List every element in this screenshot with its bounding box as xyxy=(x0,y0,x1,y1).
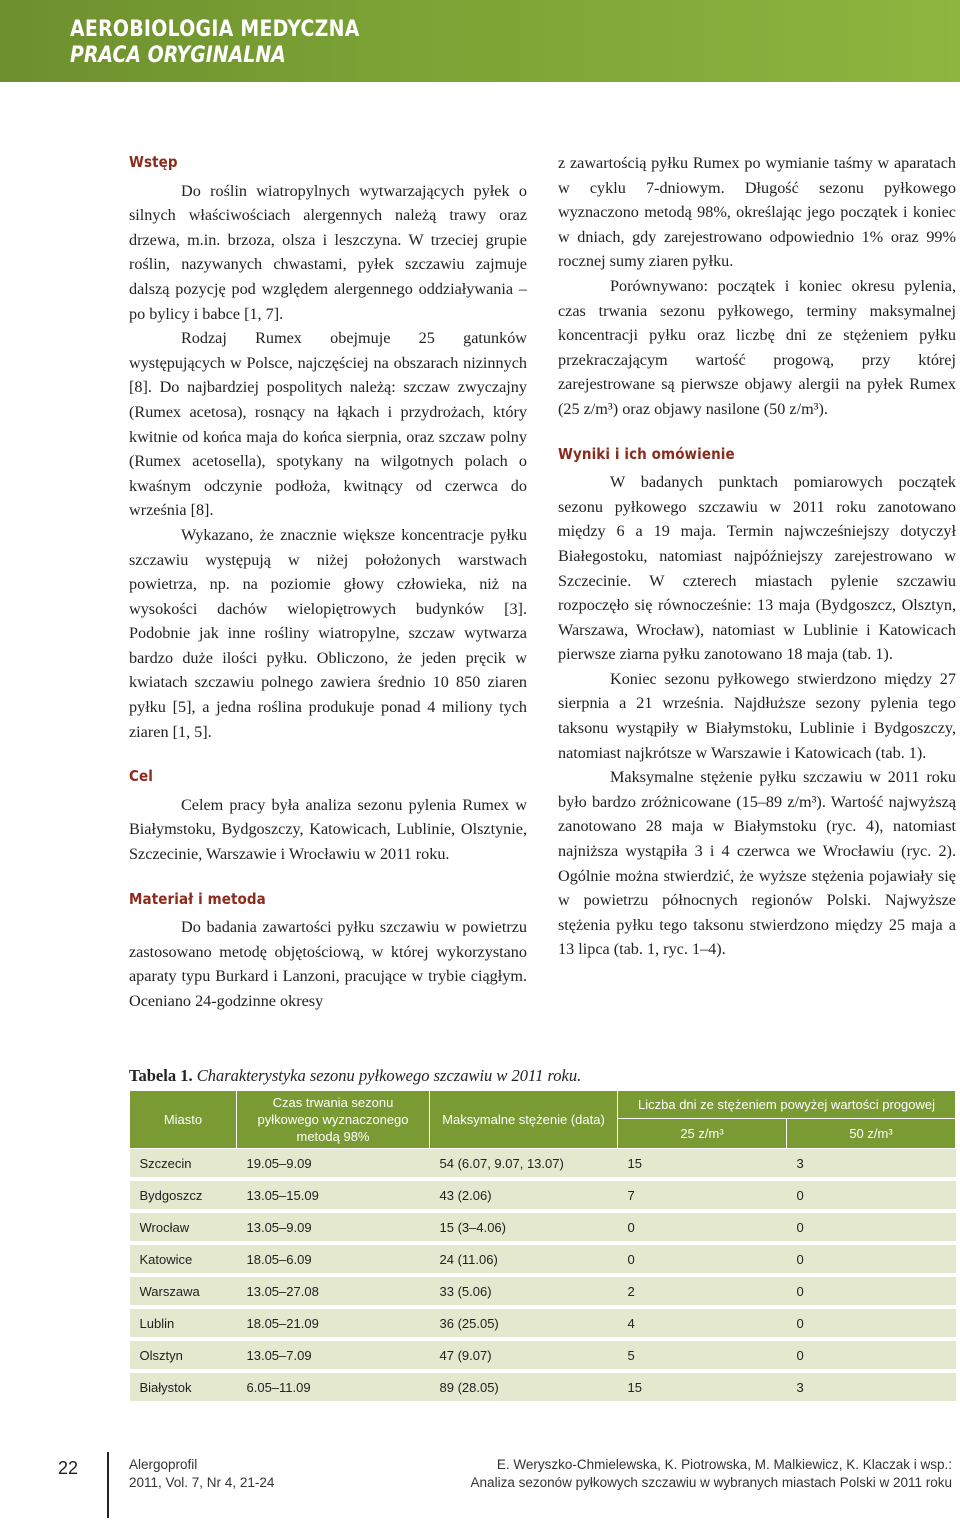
page-footer xyxy=(0,1440,960,1536)
cell-max: 33 (5.06) xyxy=(430,1275,618,1307)
cell-miasto: Szczecin xyxy=(130,1149,237,1180)
cell-d50: 3 xyxy=(786,1149,955,1180)
cell-max: 47 (9.07) xyxy=(430,1339,618,1371)
col-header-liczba: Liczba dni ze stężeniem powyżej wartości progowej xyxy=(618,1091,956,1119)
cell-d50: 0 xyxy=(786,1211,955,1243)
table-caption-label: Tabela 1. xyxy=(129,1066,193,1085)
journal-name: Alergoprofil xyxy=(129,1457,198,1472)
table-row xyxy=(130,1275,956,1307)
cell-czas: 18.05–21.09 xyxy=(237,1307,430,1339)
section-heading-material: Materiał i metoda xyxy=(129,889,266,908)
cell-d25: 5 xyxy=(618,1339,787,1371)
journal-header xyxy=(0,0,960,82)
cell-d50: 0 xyxy=(786,1339,955,1371)
cell-czas: 18.05–6.09 xyxy=(237,1243,430,1275)
cell-d25: 15 xyxy=(618,1149,787,1180)
section-heading-wyniki: Wyniki i ich omówienie xyxy=(558,444,735,463)
paragraph: W badanych punktach pomiarowych początek sezonu pyłkowego szczawiu w 2011 roku zanotowano między 6 a 19 maja. Termin najwcześniejszy dotyczył Białegostoku, natomiast najpóźniejszy zarejestrowano w Szczecinie. W czterech miastach pylenie szczawiu rozpoczęło się równocześnie: 13 maja (Bydgoszcz, Olsztyn, Warszawa, Wrocław), natomiast w Lublinie i Katowicach pierwsze ziarna pyłku zanotowano 18 maja (tab. 1). xyxy=(558,473,956,664)
cell-d25: 15 xyxy=(618,1371,787,1403)
paragraph: Porównywano: początek i koniec okresu pylenia, czas trwania sezonu pyłkowego, terminy maksymalnej koncentracji pyłku oraz liczbę dni ze stężeniem pyłku przekraczającym wartość progową, przy której zarejestrowane są pierwsze objawy alergii na pyłek Rumex (25 z/m³) oraz objawy nasilone (50 z/m³). xyxy=(558,276,956,418)
cell-miasto: Katowice xyxy=(130,1243,237,1275)
cell-d25: 0 xyxy=(618,1211,787,1243)
right-column xyxy=(558,151,956,962)
cell-d50: 0 xyxy=(786,1179,955,1211)
table-caption xyxy=(129,1066,581,1086)
journal-info xyxy=(129,1456,274,1492)
table-row xyxy=(130,1339,956,1371)
cell-czas: 13.05–15.09 xyxy=(237,1179,430,1211)
cell-d25: 2 xyxy=(618,1275,787,1307)
article-type: PRACA ORYGINALNA xyxy=(70,43,286,68)
paragraph: Maksymalne stężenie pyłku szczawiu w 2011 roku było bardzo zróżnicowane (15–89 z/m³). Wartość najwyższą zanotowano 28 maja w Białymstoku (ryc. 4), natomiast najniższa wystąpiła 3 i 4 czerwca we Wrocławiu (ryc. 2). Ogólnie można stwierdzić, że wyższe stężenia pojawiały się w powietrzu północnych regionów Polski. Najwyższe stężenia pyłku tego taksonu stwierdzono między 25 maja a 13 lipca (tab. 1, ryc. 1–4). xyxy=(558,768,956,959)
cell-d50: 0 xyxy=(786,1307,955,1339)
table-row xyxy=(130,1179,956,1211)
paragraph: Wykazano, że znacznie większe koncentracje pyłku szczawiu występują w niżej położonych warstwach powietrza, np. na poziomie głowy człowieka, niż na wysokości dachów wielopiętrowych budynków [3]. Podobnie jak inne rośliny wiatropylne, szczaw wytwarza bardzo duże ilości pyłku. Obliczono, że jeden pręcik w kwiatach szczawiu polnego zawiera średnio 10 850 ziaren pyłku [5], a jedna roślina produkuje ponad 4 miliony tych ziaren [1, 5]. xyxy=(129,525,527,741)
section-heading-cel: Cel xyxy=(129,767,153,786)
paragraph: Do roślin wiatropylnych wytwarzających pyłek o silnych właściwościach alergennych należą trawy oraz drzewa, m.in. brzoza, olsza i leszczyna. W trzeciej grupie roślin, nazywanych chwastami, pyłek szczawiu zajmuje dalszą pozycję pod względem alergennego oddziaływania – po bylicy i babce [1, 7]. xyxy=(129,181,527,323)
cell-d25: 0 xyxy=(618,1243,787,1275)
cell-d25: 7 xyxy=(618,1179,787,1211)
cell-miasto: Białystok xyxy=(130,1371,237,1403)
left-column xyxy=(129,150,527,1014)
footer-divider xyxy=(107,1452,109,1518)
cell-czas: 13.05–27.08 xyxy=(237,1275,430,1307)
cell-d50: 0 xyxy=(786,1243,955,1275)
cell-max: 24 (11.06) xyxy=(430,1243,618,1275)
cell-czas: 13.05–7.09 xyxy=(237,1339,430,1371)
pollen-season-table xyxy=(129,1090,956,1405)
cell-czas: 19.05–9.09 xyxy=(237,1149,430,1180)
cell-czas: 13.05–9.09 xyxy=(237,1211,430,1243)
cell-miasto: Olsztyn xyxy=(130,1339,237,1371)
article-authors: E. Weryszko-Chmielewska, K. Piotrowska, M. Malkiewicz, K. Klaczak i wsp.: xyxy=(496,1457,952,1472)
cell-d25: 4 xyxy=(618,1307,787,1339)
col-header-25: 25 z/m³ xyxy=(618,1119,787,1149)
paragraph: Rodzaj Rumex obejmuje 25 gatunków występujących w Polsce, najczęściej na obszarach nizinnych [8]. Do najbardziej pospolitych należą: szczaw zwyczajny (Rumex acetosa), rosnący na łąkach i przydrożach, który kwitnie od końca maja do końca sierpnia, oraz szczaw polny (Rumex acetosella), spotykany na wilgotnych polach o kwaśnym odczynie podłoża, kwitnący od czerwca do września [8]. xyxy=(129,329,527,520)
cell-czas: 6.05–11.09 xyxy=(237,1371,430,1403)
table-row xyxy=(130,1307,956,1339)
table-row xyxy=(130,1149,956,1180)
table-row xyxy=(130,1243,956,1275)
cell-miasto: Warszawa xyxy=(130,1275,237,1307)
cell-miasto: Lublin xyxy=(130,1307,237,1339)
cell-max: 36 (25.05) xyxy=(430,1307,618,1339)
table-row xyxy=(130,1211,956,1243)
article-title: Analiza sezonów pyłkowych szczawiu w wybranych miastach Polski w 2011 roku xyxy=(470,1475,952,1490)
cell-max: 89 (28.05) xyxy=(430,1371,618,1403)
table-caption-text: Charakterystyka sezonu pyłkowego szczawiu w 2011 roku. xyxy=(196,1066,582,1085)
paragraph: Do badania zawartości pyłku szczawiu w powietrzu zastosowano metodę objętościową, w której wykorzystano aparaty typu Burkard i Lanzoni, pracujące w trybie ciągłym. Oceniano 24-godzinne okresy xyxy=(129,918,527,1010)
cell-miasto: Wrocław xyxy=(130,1211,237,1243)
cell-max: 54 (6.07, 9.07, 13.07) xyxy=(430,1149,618,1180)
table-row xyxy=(130,1371,956,1403)
col-header-50: 50 z/m³ xyxy=(786,1119,955,1149)
page-number: 22 xyxy=(58,1458,79,1478)
cell-max: 15 (3–4.06) xyxy=(430,1211,618,1243)
section-heading-wstep: Wstęp xyxy=(129,153,178,171)
paragraph: z zawartością pyłku Rumex po wymianie taśmy w aparatach w cyklu 7-dniowym. Długość sezonu pyłkowego wyznaczono metodą 98%, określając jego początek i koniec w dniach, gdy zarejestrowano odpowiednio 1% oraz 99% rocznej sumy ziaren pyłku. xyxy=(558,154,956,271)
cell-d50: 3 xyxy=(786,1371,955,1403)
cell-miasto: Bydgoszcz xyxy=(130,1179,237,1211)
col-header-miasto: Miasto xyxy=(130,1091,237,1149)
col-header-czas: Czas trwania sezonu pyłkowego wyznaczonego metodą 98% xyxy=(237,1091,430,1149)
paragraph: Celem pracy była analiza sezonu pylenia Rumex w Białymstoku, Bydgoszczy, Katowicach, Lublinie, Olsztynie, Szczecinie, Warszawie i Wrocławiu w 2011 roku. xyxy=(129,795,527,864)
cell-d50: 0 xyxy=(786,1275,955,1307)
article-info xyxy=(471,1456,952,1492)
col-header-max: Maksymalne stężenie (data) xyxy=(430,1091,618,1149)
journal-section-title: AEROBIOLOGIA MEDYCZNA xyxy=(70,17,360,42)
cell-max: 43 (2.06) xyxy=(430,1179,618,1211)
journal-volume: 2011, Vol. 7, Nr 4, 21-24 xyxy=(129,1475,275,1490)
paragraph: Koniec sezonu pyłkowego stwierdzono między 27 sierpnia a 21 września. Najdłuższe sezony pylenia tego taksonu wystąpiły w Białymstoku, Lublinie i Bydgoszczy, natomiast najkrótsze w Warszawie i Katowicach (tab. 1). xyxy=(558,669,956,762)
